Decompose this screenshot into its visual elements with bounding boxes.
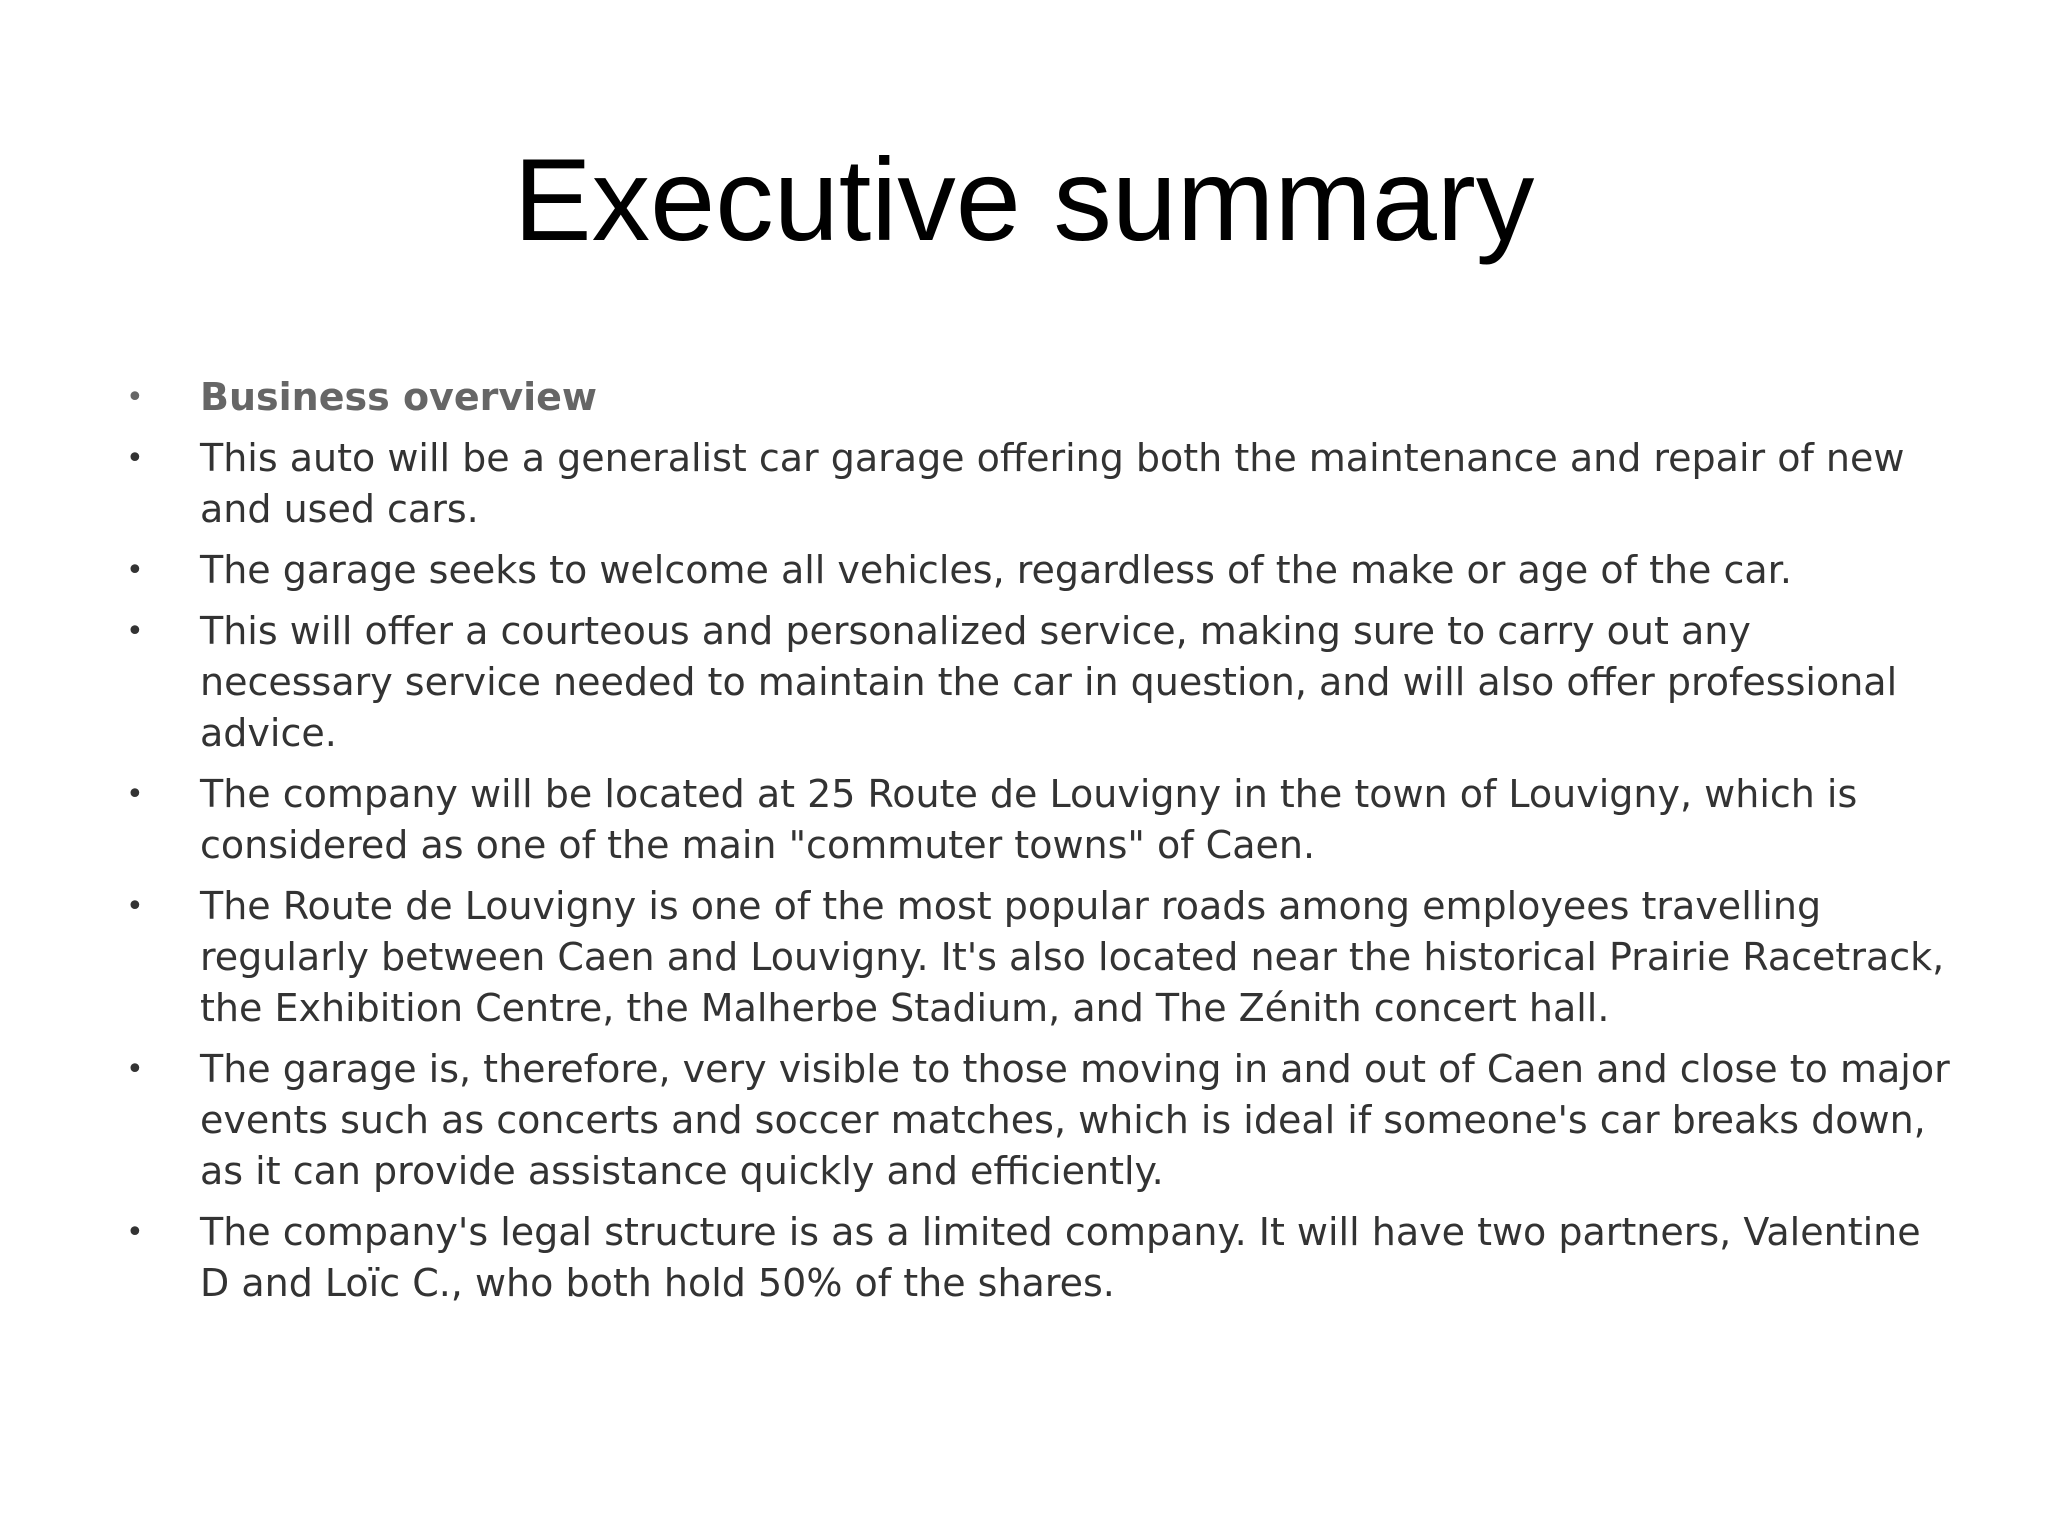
- bullet-item: [120, 881, 1950, 1034]
- bullet-text: Business overview: [200, 375, 598, 419]
- bullet-item: [120, 433, 1950, 535]
- bullet-list: [120, 372, 1950, 1319]
- bullet-dot-icon: •: [126, 1052, 144, 1087]
- bullet-dot-icon: •: [126, 553, 144, 588]
- bullet-text: This auto will be a generalist car garage offering both the maintenance and repair of new and used cars.: [200, 436, 1905, 531]
- bullet-dot-icon: •: [126, 889, 144, 924]
- bullet-text: The company's legal structure is as a limited company. It will have two partners, Valentine D and Loïc C., who both hold 50% of the shares.: [200, 1210, 1921, 1305]
- bullet-text: The garage seeks to welcome all vehicles, regardless of the make or age of the car.: [200, 548, 1792, 592]
- bullet-item: [120, 1044, 1950, 1197]
- bullet-dot-icon: •: [126, 441, 144, 476]
- bullet-item: [120, 372, 1950, 423]
- slide-title: Executive summary: [513, 134, 1535, 265]
- bullet-dot-icon: •: [126, 1215, 144, 1250]
- bullet-text: This will offer a courteous and personalized service, making sure to carry out any necessary service needed to maintain the car in question, and will also offer professional advice.: [200, 609, 1898, 755]
- bullet-text: The Route de Louvigny is one of the most popular roads among employees travelling regularly between Caen and Louvigny. It's also located near the historical Prairie Racetrack, the Exhibition Centre, the Malherbe Stadium, and The Zénith concert hall.: [200, 884, 1945, 1030]
- bullet-dot-icon: •: [126, 614, 144, 649]
- bullet-text: The garage is, therefore, very visible to those moving in and out of Caen and close to major events such as concerts and soccer matches, which is ideal if someone's car breaks down, as it can provide assistance quickly and efficiently.: [200, 1047, 1950, 1193]
- bullet-dot-icon: •: [126, 777, 144, 812]
- bullet-text: The company will be located at 25 Route de Louvigny in the town of Louvigny, which is considered as one of the main "commuter towns" of Caen.: [200, 772, 1858, 867]
- bullet-item: [120, 545, 1950, 596]
- bullet-item: [120, 606, 1950, 759]
- bullet-item: [120, 769, 1950, 871]
- bullet-item: [120, 1207, 1950, 1309]
- bullet-dot-icon: •: [126, 380, 144, 415]
